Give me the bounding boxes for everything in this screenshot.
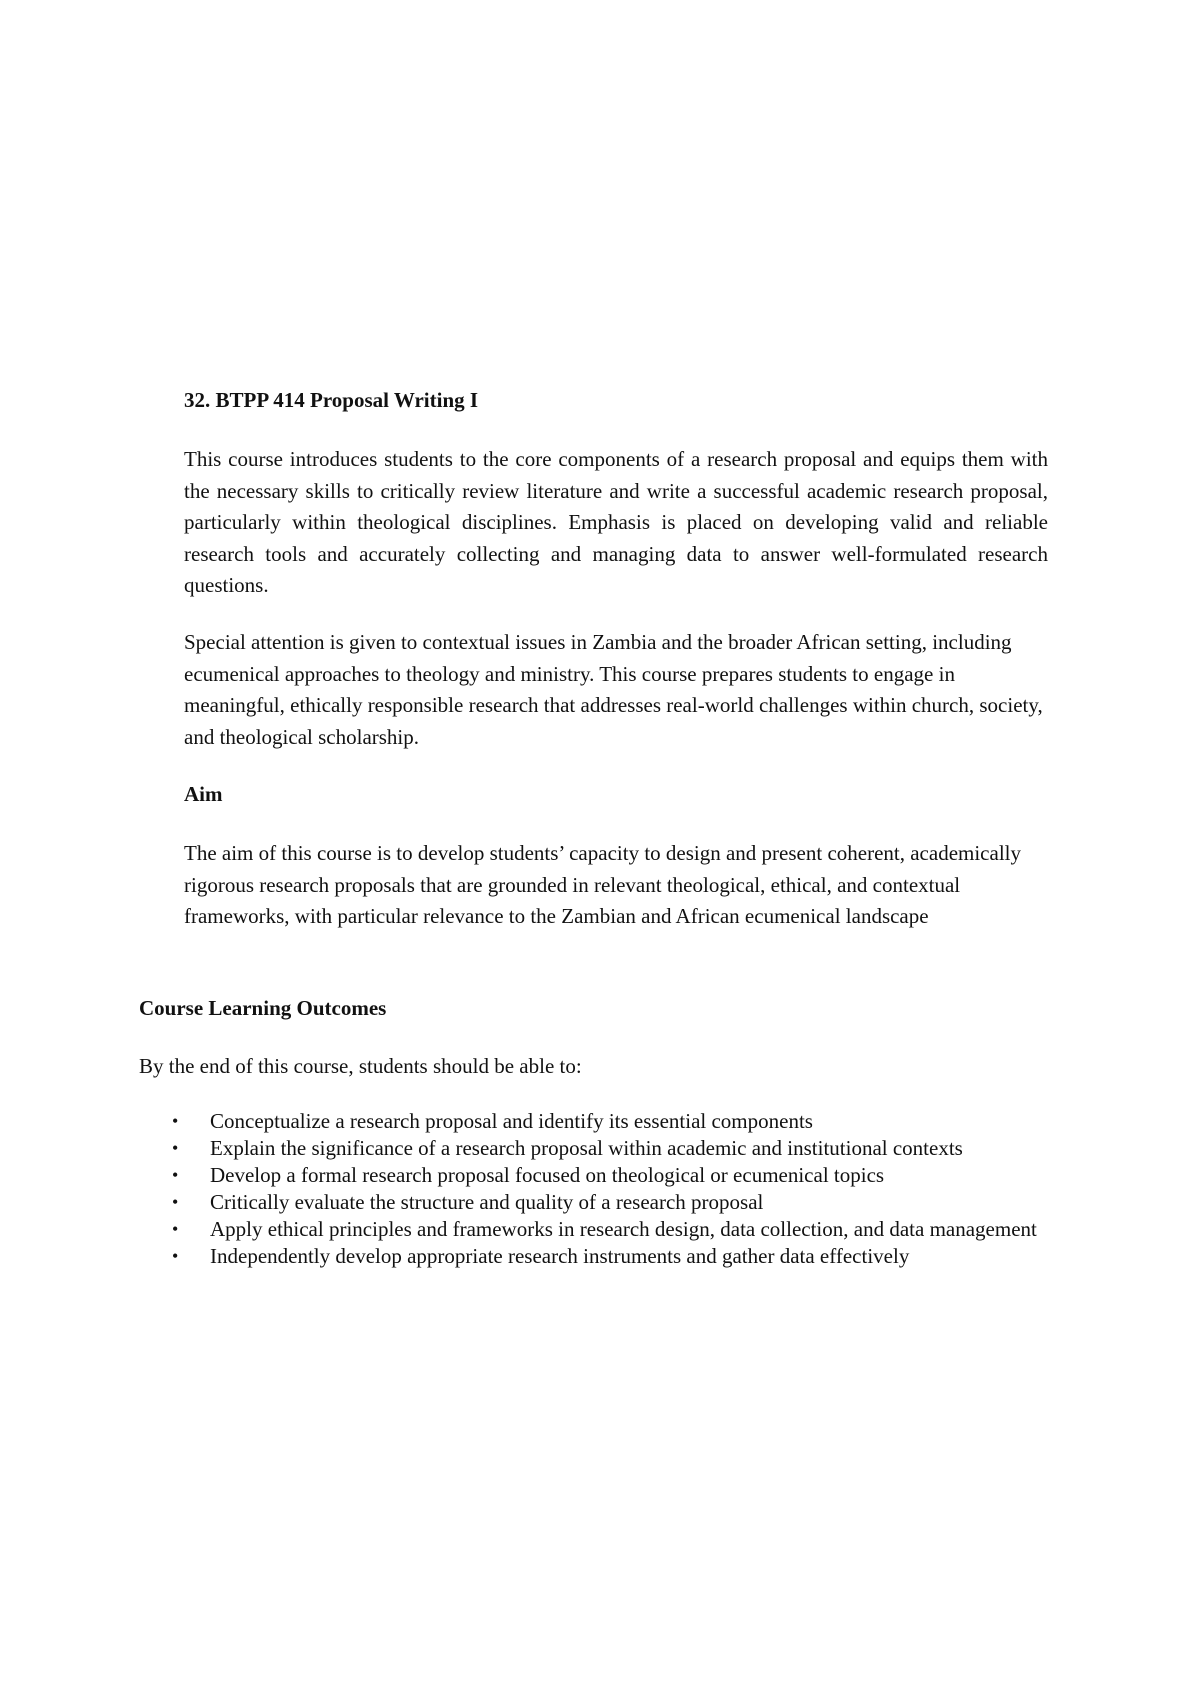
course-description-paragraph-2: Special attention is given to contextual issues in Zambia and the broader African setting, including ecumenical approaches to theology and ministry. This course prepares students to engage in meaningful, ethically responsible research that addresses real-world challenges within church, society, and theological scholarship. bbox=[184, 630, 1043, 749]
learning-outcome-text: Apply ethical principles and frameworks in research design, data collection, and data management bbox=[210, 1217, 1037, 1241]
learning-outcome-item bbox=[172, 1189, 1072, 1216]
aim-text: The aim of this course is to develop students’ capacity to design and present coherent, academically rigorous research proposals that are grounded in relevant theological, ethical, and contextual frameworks, with particular relevance to the Zambian and African ecumenical landscape bbox=[184, 841, 1021, 928]
bullet-icon: • bbox=[172, 1219, 179, 1239]
learning-outcome-item bbox=[172, 1135, 1072, 1162]
learning-outcome-text: Develop a formal research proposal focused on theological or ecumenical topics bbox=[210, 1163, 885, 1187]
bullet-icon: • bbox=[172, 1165, 179, 1185]
learning-outcome-text: Conceptualize a research proposal and identify its essential components bbox=[210, 1109, 813, 1133]
learning-outcome-item bbox=[172, 1108, 1072, 1135]
bullet-icon: • bbox=[172, 1246, 179, 1266]
learning-outcome-text: Critically evaluate the structure and quality of a research proposal bbox=[210, 1190, 764, 1214]
learning-outcomes-list bbox=[172, 1108, 1072, 1270]
learning-outcome-text: Explain the significance of a research proposal within academic and institutional contexts bbox=[210, 1136, 963, 1160]
learning-outcome-item bbox=[172, 1162, 1072, 1189]
learning-outcomes-heading: Course Learning Outcomes bbox=[139, 996, 387, 1020]
aim-heading: Aim bbox=[184, 782, 223, 806]
bullet-icon: • bbox=[172, 1111, 179, 1131]
course-title: 32. BTPP 414 Proposal Writing I bbox=[184, 388, 479, 412]
learning-outcomes-intro: By the end of this course, students should be able to: bbox=[139, 1054, 582, 1078]
learning-outcome-item bbox=[172, 1243, 1072, 1270]
learning-outcome-item bbox=[172, 1216, 1072, 1243]
bullet-icon: • bbox=[172, 1192, 179, 1212]
learning-outcome-text: Independently develop appropriate research instruments and gather data effectively bbox=[210, 1244, 910, 1268]
course-description-paragraph-1: This course introduces students to the core components of a research proposal and equips them with the necessary skills to critically review literature and write a successful academic research proposal, particularly within theological disciplines. Emphasis is placed on developing valid and reliable research tools and accurately collecting and managing data to answer well-formulated research questions. bbox=[184, 447, 1048, 597]
bullet-icon: • bbox=[172, 1138, 179, 1158]
